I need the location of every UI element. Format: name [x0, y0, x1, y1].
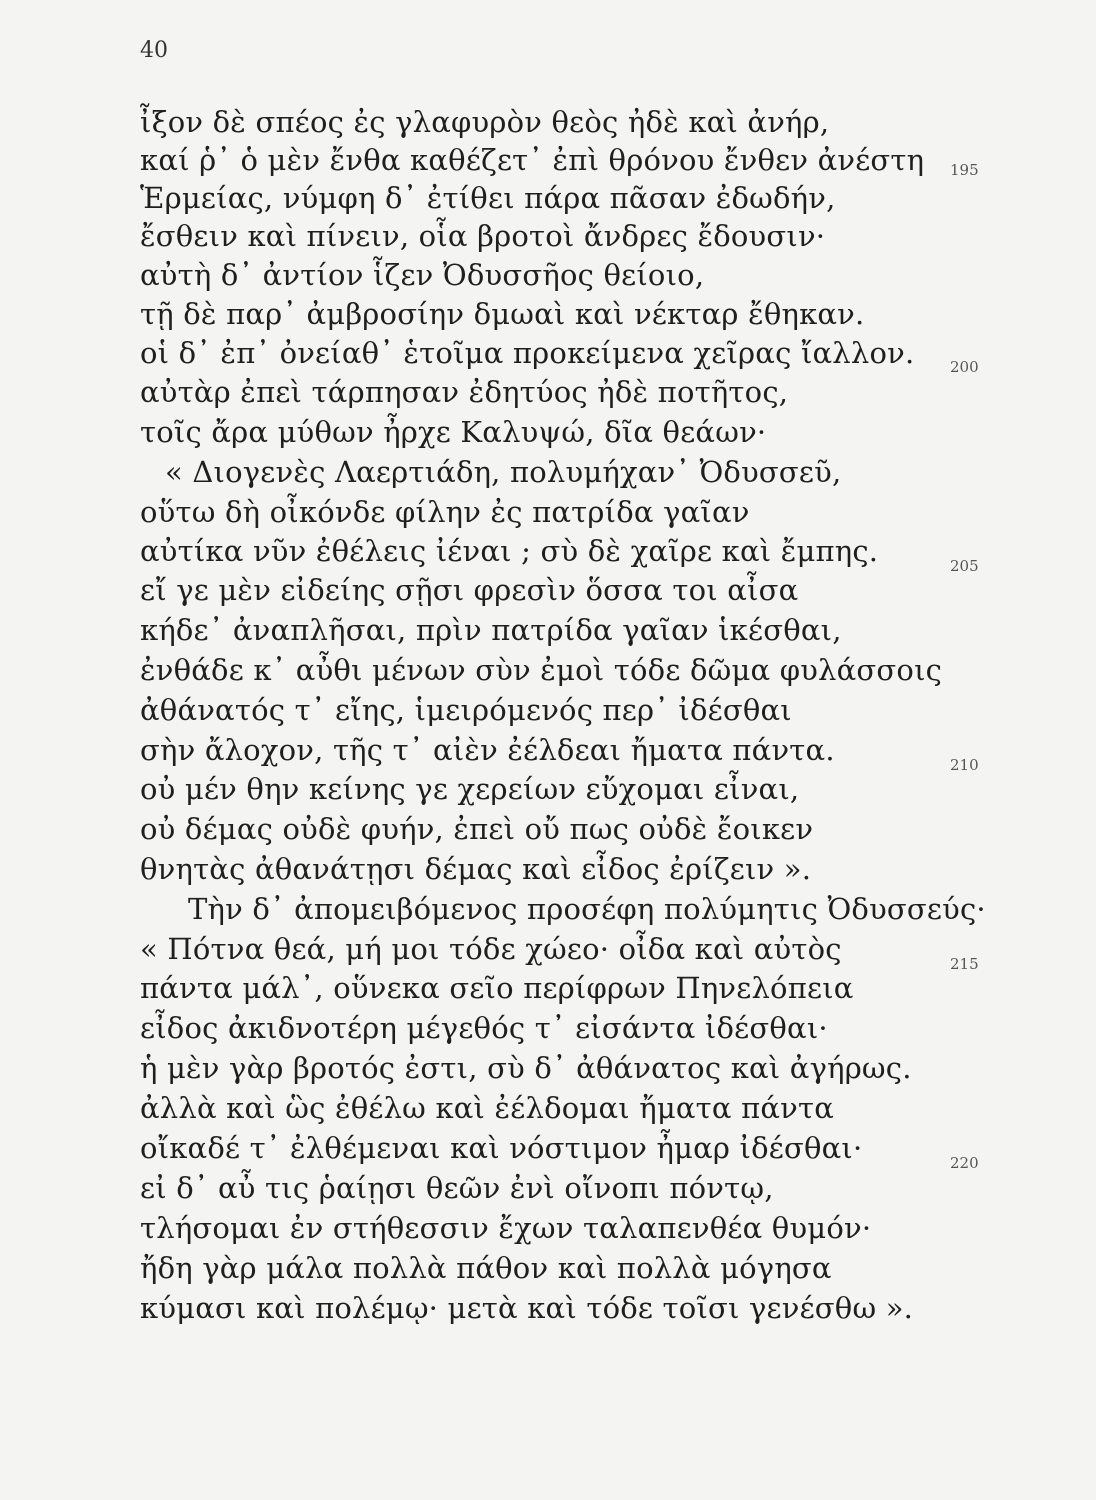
verse-line: εἰ δ᾽ αὖ τις ῥαίῃσι θεῶν ἐνὶ οἴνοπι πόντῳ,	[140, 1171, 774, 1205]
verse-line: ἀλλὰ καὶ ὣς ἐθέλω καὶ ἐέλδομαι ἤματα πάντα	[140, 1091, 834, 1125]
verse-line: αὐτὰρ ἐπεὶ τάρπησαν ἐδητύος ἠδὲ ποτῆτος,	[140, 375, 789, 409]
verse-line: « Πότνα θεά, μή μοι τόδε χώεο· οἶδα καὶ αὐτὸς	[140, 932, 842, 966]
line-number: 215	[950, 955, 979, 973]
verse-line: θνητὰς ἀθανάτῃσι δέμας καὶ εἶδος ἐρίζειν ».	[140, 852, 812, 886]
verse-line: οὕτω δὴ οἶκόνδε φίλην ἐς πατρίδα γαῖαν	[140, 495, 750, 529]
verse-line: αὐτὴ δ᾽ ἀντίον ἷζεν Ὀδυσσῆος θείοιο,	[140, 258, 705, 292]
verse-line: οἴκαδέ τ᾽ ἐλθέμεναι καὶ νόστιμον ἦμαρ ἰδέσθαι·	[140, 1131, 863, 1165]
verse-line: Τὴν δ᾽ ἀπομειβόμενος προσέφη πολύμητις Ὀδυσσεύς·	[188, 892, 986, 926]
verse-line: κήδε᾽ ἀναπλῆσαι, πρὶν πατρίδα γαῖαν ἱκέσθαι,	[140, 613, 842, 647]
line-number: 200	[950, 358, 979, 376]
verse-line: ἔσθειν καὶ πίνειν, οἷα βροτοὶ ἄνδρες ἔδουσιν·	[140, 219, 826, 253]
line-number: 210	[950, 756, 979, 774]
verse-line: τοῖς ἄρα μύθων ἦρχε Καλυψώ, δῖα θεάων·	[140, 415, 767, 449]
verse-line: κύμασι καὶ πολέμῳ· μετὰ καὶ τόδε τοῖσι γενέσθω ».	[140, 1291, 914, 1325]
verse-line: οὐ μέν θην κείνης γε χερείων εὔχομαι εἶναι,	[140, 772, 800, 806]
verse-line: αὐτίκα νῦν ἐθέλεις ἰέναι ; σὺ δὲ χαῖρε καὶ ἔμπης.	[140, 534, 879, 568]
verse-line: τλήσομαι ἐν στήθεσσιν ἔχων ταλαπενθέα θυμόν·	[140, 1211, 872, 1245]
line-number: 205	[950, 557, 979, 575]
verse-line: ἐνθάδε κ᾽ αὖθι μένων σὺν ἐμοὶ τόδε δῶμα φυλάσσοις	[140, 653, 943, 687]
verse-line: τῇ δὲ παρ᾽ ἀμβροσίην δμωαὶ καὶ νέκταρ ἔθηκαν.	[140, 297, 865, 331]
verse-line: εἶδος ἀκιδνοτέρη μέγεθός τ᾽ εἰσάντα ἰδέσθαι·	[140, 1011, 828, 1045]
verse-line: « Διογενὲς Λαερτιάδη, πολυμήχαν᾽ Ὀδυσσεῦ,	[165, 455, 842, 489]
verse-line: ἤδη γὰρ μάλα πολλὰ πάθον καὶ πολλὰ μόγησα	[140, 1251, 832, 1285]
verse-line: οἱ δ᾽ ἐπ᾽ ὀνείαθ᾽ ἑτοῖμα προκείμενα χεῖρας ἴαλλον.	[140, 336, 915, 370]
verse-line: ἶξον δὲ σπέος ἐς γλαφυρὸν θεὸς ἠδὲ καὶ ἀνήρ,	[140, 105, 830, 139]
verse-line: σὴν ἄλοχον, τῆς τ᾽ αἰὲν ἐέλδεαι ἤματα πάντα.	[140, 733, 835, 767]
verse-line: οὐ δέμας οὐδὲ φυήν, ἐπεὶ οὔ πως οὐδὲ ἔοικεν	[140, 812, 814, 846]
verse-line: ἀθάνατός τ᾽ εἴης, ἱμειρόμενός περ᾽ ἰδέσθαι	[140, 693, 792, 727]
verse-line: καί ῥ᾽ ὁ μὲν ἔνθα καθέζετ᾽ ἐπὶ θρόνου ἔνθεν ἀνέστη	[140, 143, 925, 177]
verse-line: πάντα μάλ᾽, οὕνεκα σεῖο περίφρων Πηνελόπεια	[140, 971, 854, 1005]
page-number: 40	[140, 38, 168, 63]
line-number: 195	[950, 161, 979, 179]
line-number: 220	[950, 1154, 979, 1172]
verse-line: Ἑρμείας, νύμφη δ᾽ ἐτίθει πάρα πᾶσαν ἐδωδήν,	[140, 181, 836, 215]
verse-line: εἴ γε μὲν εἰδείης σῇσι φρεσὶν ὅσσα τοι αἶσα	[140, 573, 799, 607]
verse-line: ἡ μὲν γὰρ βροτός ἐστι, σὺ δ᾽ ἀθάνατος καὶ ἀγήρως.	[140, 1051, 912, 1085]
